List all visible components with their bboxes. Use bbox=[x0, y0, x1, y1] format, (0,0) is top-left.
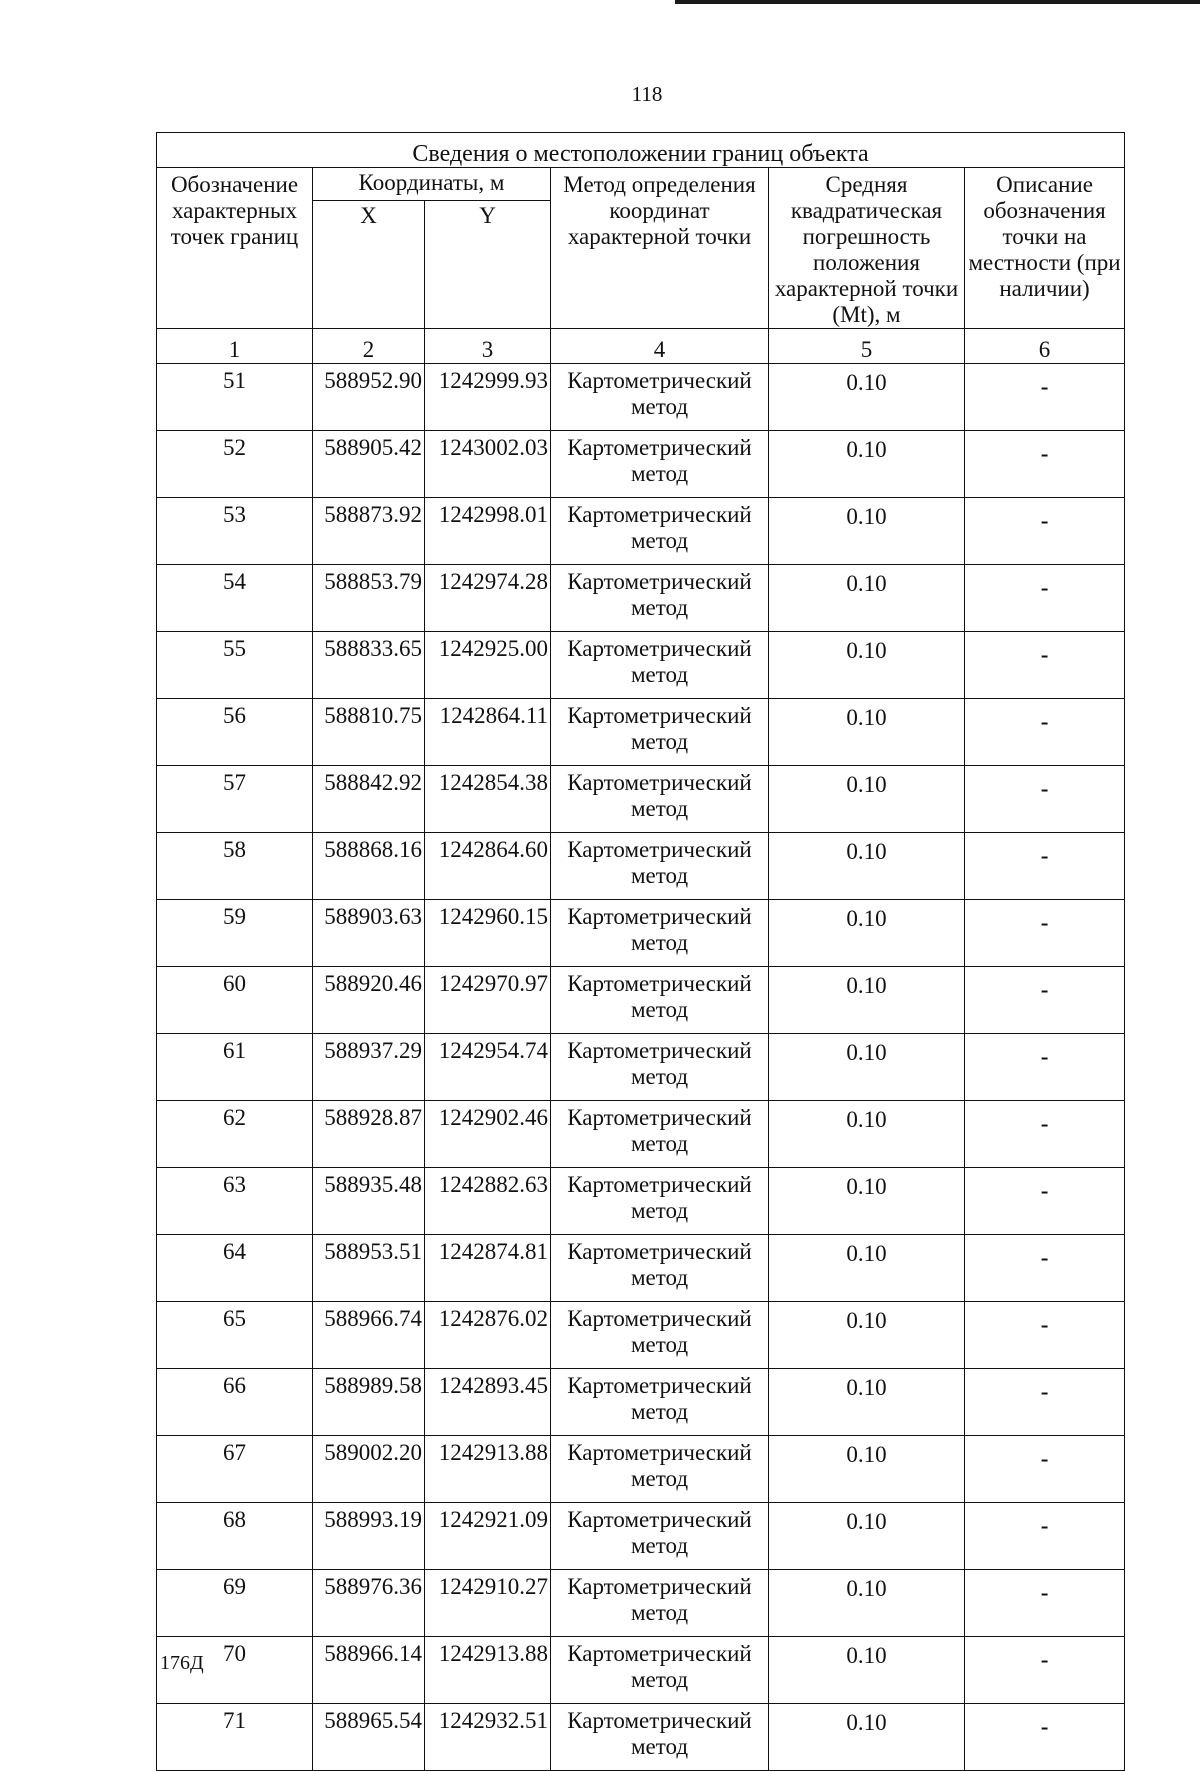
method-cell: Картометрический метод bbox=[551, 1637, 769, 1704]
x-coordinate-cell: 588935.48 bbox=[313, 1168, 425, 1235]
table-row bbox=[157, 632, 1125, 699]
y-coordinate-cell: 1242960.15 bbox=[425, 900, 551, 967]
table-row bbox=[157, 699, 1125, 766]
y-coordinate-cell: 1242874.81 bbox=[425, 1235, 551, 1302]
table-row bbox=[157, 1168, 1125, 1235]
error-cell: 0.10 bbox=[769, 1302, 965, 1369]
x-coordinate-cell: 588853.79 bbox=[313, 565, 425, 632]
error-cell: 0.10 bbox=[769, 833, 965, 900]
method-cell: Картометрический метод bbox=[551, 1704, 769, 1771]
scan-edge-line bbox=[675, 0, 1200, 4]
x-coordinate-cell: 588920.46 bbox=[313, 967, 425, 1034]
y-coordinate-cell: 1242913.88 bbox=[425, 1436, 551, 1503]
method-cell: Картометрический метод bbox=[551, 699, 769, 766]
method-cell: Картометрический метод bbox=[551, 1503, 769, 1570]
method-cell: Картометрический метод bbox=[551, 565, 769, 632]
point-number-cell: 54 bbox=[157, 565, 313, 632]
y-coordinate-cell: 1242999.93 bbox=[425, 364, 551, 431]
error-cell: 0.10 bbox=[769, 766, 965, 833]
column-number: 5 bbox=[769, 329, 965, 364]
table-row bbox=[157, 1704, 1125, 1771]
table-row bbox=[157, 1637, 1125, 1704]
y-coordinate-cell: 1242910.27 bbox=[425, 1570, 551, 1637]
point-number-cell: 52 bbox=[157, 431, 313, 498]
y-coordinate-cell: 1242854.38 bbox=[425, 766, 551, 833]
point-number-cell: 65 bbox=[157, 1302, 313, 1369]
table-row bbox=[157, 1235, 1125, 1302]
y-coordinate-cell: 1242893.45 bbox=[425, 1369, 551, 1436]
x-coordinate-cell: 588868.16 bbox=[313, 833, 425, 900]
column-number: 4 bbox=[551, 329, 769, 364]
method-cell: Картометрический метод bbox=[551, 431, 769, 498]
description-cell: - bbox=[965, 632, 1125, 699]
error-cell: 0.10 bbox=[769, 565, 965, 632]
error-cell: 0.10 bbox=[769, 900, 965, 967]
table-row bbox=[157, 967, 1125, 1034]
point-number-cell: 69 bbox=[157, 1570, 313, 1637]
table-row bbox=[157, 1034, 1125, 1101]
error-cell: 0.10 bbox=[769, 1235, 965, 1302]
error-cell: 0.10 bbox=[769, 1034, 965, 1101]
description-cell: - bbox=[965, 1235, 1125, 1302]
table-row bbox=[157, 1101, 1125, 1168]
description-cell: - bbox=[965, 1570, 1125, 1637]
method-cell: Картометрический метод bbox=[551, 1369, 769, 1436]
y-coordinate-cell: 1242913.88 bbox=[425, 1637, 551, 1704]
description-cell: - bbox=[965, 1034, 1125, 1101]
error-cell: 0.10 bbox=[769, 1704, 965, 1771]
y-coordinate-cell: 1242921.09 bbox=[425, 1503, 551, 1570]
method-cell: Картометрический метод bbox=[551, 632, 769, 699]
description-cell: - bbox=[965, 1704, 1125, 1771]
x-coordinate-cell: 588842.92 bbox=[313, 766, 425, 833]
description-cell: - bbox=[965, 498, 1125, 565]
point-number-cell: 56 bbox=[157, 699, 313, 766]
error-cell: 0.10 bbox=[769, 967, 965, 1034]
x-coordinate-cell: 588810.75 bbox=[313, 699, 425, 766]
description-cell: - bbox=[965, 1637, 1125, 1704]
description-cell: - bbox=[965, 1503, 1125, 1570]
boundary-points-table bbox=[156, 132, 1125, 1771]
error-cell: 0.10 bbox=[769, 1503, 965, 1570]
description-cell: - bbox=[965, 833, 1125, 900]
point-number-cell: 59 bbox=[157, 900, 313, 967]
point-number-cell: 53 bbox=[157, 498, 313, 565]
table-row bbox=[157, 766, 1125, 833]
description-cell: - bbox=[965, 431, 1125, 498]
table-row bbox=[157, 833, 1125, 900]
point-number-cell: 63 bbox=[157, 1168, 313, 1235]
description-cell: - bbox=[965, 699, 1125, 766]
point-number-cell: 60 bbox=[157, 967, 313, 1034]
header-description: Описание обозначения точки на местности (при наличии) bbox=[965, 168, 1125, 329]
footer-code: 176Д bbox=[160, 1652, 204, 1674]
description-cell: - bbox=[965, 766, 1125, 833]
column-number: 2 bbox=[313, 329, 425, 364]
error-cell: 0.10 bbox=[769, 1101, 965, 1168]
method-cell: Картометрический метод bbox=[551, 1168, 769, 1235]
x-coordinate-cell: 588905.42 bbox=[313, 431, 425, 498]
header-method: Метод определения координат характерной точки bbox=[551, 168, 769, 329]
header-error: Средняя квадратическая погрешность положения характерной точки (Mt), м bbox=[769, 168, 965, 329]
column-number: 1 bbox=[157, 329, 313, 364]
table-row bbox=[157, 1302, 1125, 1369]
header-coordinates: Координаты, м bbox=[313, 168, 551, 201]
x-coordinate-cell: 588976.36 bbox=[313, 1570, 425, 1637]
x-coordinate-cell: 588952.90 bbox=[313, 364, 425, 431]
x-coordinate-cell: 588937.29 bbox=[313, 1034, 425, 1101]
column-number-row bbox=[157, 329, 1125, 364]
header-y: Y bbox=[425, 201, 551, 329]
description-cell: - bbox=[965, 565, 1125, 632]
point-number-cell: 57 bbox=[157, 766, 313, 833]
table-body bbox=[157, 364, 1125, 1771]
y-coordinate-cell: 1242954.74 bbox=[425, 1034, 551, 1101]
x-coordinate-cell: 588989.58 bbox=[313, 1369, 425, 1436]
error-cell: 0.10 bbox=[769, 1168, 965, 1235]
error-cell: 0.10 bbox=[769, 431, 965, 498]
y-coordinate-cell: 1242974.28 bbox=[425, 565, 551, 632]
y-coordinate-cell: 1242932.51 bbox=[425, 1704, 551, 1771]
point-number-cell: 58 bbox=[157, 833, 313, 900]
error-cell: 0.10 bbox=[769, 1436, 965, 1503]
y-coordinate-cell: 1242998.01 bbox=[425, 498, 551, 565]
table-row bbox=[157, 1436, 1125, 1503]
method-cell: Картометрический метод bbox=[551, 1235, 769, 1302]
x-coordinate-cell: 588993.19 bbox=[313, 1503, 425, 1570]
y-coordinate-cell: 1243002.03 bbox=[425, 431, 551, 498]
table-row bbox=[157, 1570, 1125, 1637]
point-number-cell: 68 bbox=[157, 1503, 313, 1570]
x-coordinate-cell: 588953.51 bbox=[313, 1235, 425, 1302]
point-number-cell: 66 bbox=[157, 1369, 313, 1436]
description-cell: - bbox=[965, 1436, 1125, 1503]
error-cell: 0.10 bbox=[769, 1369, 965, 1436]
y-coordinate-cell: 1242902.46 bbox=[425, 1101, 551, 1168]
point-number-cell: 62 bbox=[157, 1101, 313, 1168]
method-cell: Картометрический метод bbox=[551, 766, 769, 833]
point-number-cell: 71 bbox=[157, 1704, 313, 1771]
error-cell: 0.10 bbox=[769, 364, 965, 431]
method-cell: Картометрический метод bbox=[551, 1436, 769, 1503]
y-coordinate-cell: 1242925.00 bbox=[425, 632, 551, 699]
method-cell: Картометрический метод bbox=[551, 1302, 769, 1369]
description-cell: - bbox=[965, 1369, 1125, 1436]
error-cell: 0.10 bbox=[769, 1637, 965, 1704]
header-x: X bbox=[313, 201, 425, 329]
table-row bbox=[157, 1503, 1125, 1570]
table-caption: Сведения о местоположении границ объекта bbox=[157, 133, 1125, 168]
y-coordinate-cell: 1242970.97 bbox=[425, 967, 551, 1034]
column-number: 6 bbox=[965, 329, 1125, 364]
y-coordinate-cell: 1242882.63 bbox=[425, 1168, 551, 1235]
description-cell: - bbox=[965, 1101, 1125, 1168]
column-number: 3 bbox=[425, 329, 551, 364]
error-cell: 0.10 bbox=[769, 632, 965, 699]
method-cell: Картометрический метод bbox=[551, 1101, 769, 1168]
method-cell: Картометрический метод bbox=[551, 967, 769, 1034]
method-cell: Картометрический метод bbox=[551, 900, 769, 967]
point-number-cell: 61 bbox=[157, 1034, 313, 1101]
description-cell: - bbox=[965, 1302, 1125, 1369]
x-coordinate-cell: 588928.87 bbox=[313, 1101, 425, 1168]
method-cell: Картометрический метод bbox=[551, 1570, 769, 1637]
method-cell: Картометрический метод bbox=[551, 364, 769, 431]
description-cell: - bbox=[965, 967, 1125, 1034]
method-cell: Картометрический метод bbox=[551, 498, 769, 565]
table-row bbox=[157, 565, 1125, 632]
point-number-cell: 55 bbox=[157, 632, 313, 699]
table-row bbox=[157, 498, 1125, 565]
y-coordinate-cell: 1242864.11 bbox=[425, 699, 551, 766]
table-row bbox=[157, 1369, 1125, 1436]
y-coordinate-cell: 1242864.60 bbox=[425, 833, 551, 900]
header-point-designation: Обозначение характерных точек границ bbox=[157, 168, 313, 329]
description-cell: - bbox=[965, 900, 1125, 967]
x-coordinate-cell: 588833.65 bbox=[313, 632, 425, 699]
x-coordinate-cell: 589002.20 bbox=[313, 1436, 425, 1503]
x-coordinate-cell: 588966.74 bbox=[313, 1302, 425, 1369]
x-coordinate-cell: 588966.14 bbox=[313, 1637, 425, 1704]
method-cell: Картометрический метод bbox=[551, 1034, 769, 1101]
point-number-cell: 64 bbox=[157, 1235, 313, 1302]
table-row bbox=[157, 431, 1125, 498]
x-coordinate-cell: 588903.63 bbox=[313, 900, 425, 967]
table-row bbox=[157, 900, 1125, 967]
point-number-cell: 51 bbox=[157, 364, 313, 431]
description-cell: - bbox=[965, 364, 1125, 431]
error-cell: 0.10 bbox=[769, 699, 965, 766]
method-cell: Картометрический метод bbox=[551, 833, 769, 900]
x-coordinate-cell: 588965.54 bbox=[313, 1704, 425, 1771]
page-number: 118 bbox=[631, 82, 663, 106]
description-cell: - bbox=[965, 1168, 1125, 1235]
point-number-cell: 70 bbox=[157, 1637, 313, 1704]
x-coordinate-cell: 588873.92 bbox=[313, 498, 425, 565]
error-cell: 0.10 bbox=[769, 1570, 965, 1637]
error-cell: 0.10 bbox=[769, 498, 965, 565]
y-coordinate-cell: 1242876.02 bbox=[425, 1302, 551, 1369]
table-row bbox=[157, 364, 1125, 431]
point-number-cell: 67 bbox=[157, 1436, 313, 1503]
